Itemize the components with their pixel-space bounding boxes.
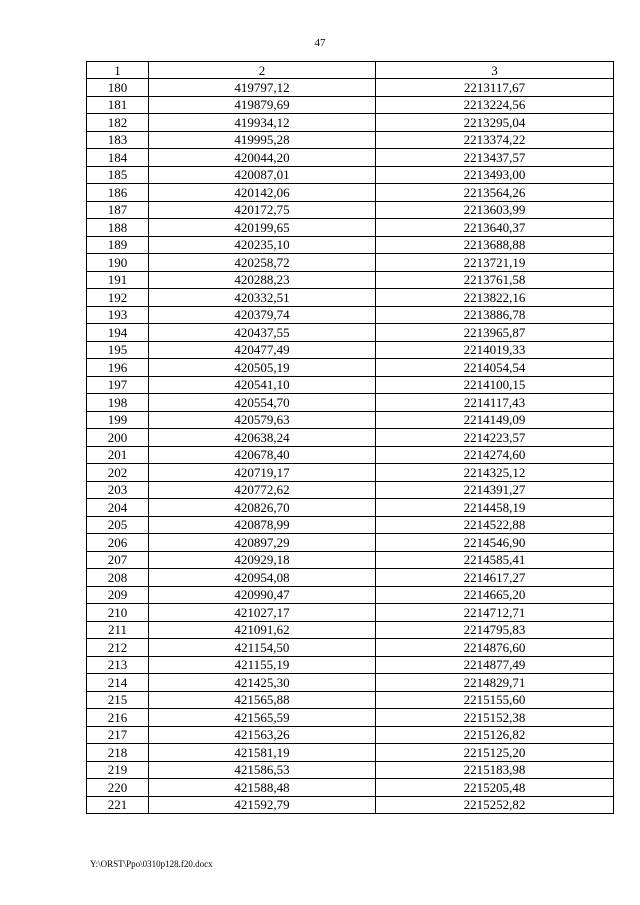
x-coordinate-cell: 420437,55 bbox=[149, 324, 376, 342]
row-number-cell: 208 bbox=[87, 569, 149, 587]
table-row bbox=[87, 149, 614, 167]
y-coordinate-cell: 2214829,71 bbox=[376, 674, 614, 692]
y-coordinate-cell: 2214325,12 bbox=[376, 464, 614, 482]
x-coordinate-cell: 420379,74 bbox=[149, 306, 376, 324]
table-row bbox=[87, 114, 614, 132]
x-coordinate-cell: 419934,12 bbox=[149, 114, 376, 132]
row-number-cell: 185 bbox=[87, 166, 149, 184]
y-coordinate-cell: 2214117,43 bbox=[376, 394, 614, 412]
table-row bbox=[87, 691, 614, 709]
row-number-cell: 193 bbox=[87, 306, 149, 324]
row-number-cell: 209 bbox=[87, 586, 149, 604]
table-row bbox=[87, 376, 614, 394]
table-row bbox=[87, 306, 614, 324]
y-coordinate-cell: 2214876,60 bbox=[376, 639, 614, 657]
row-number-cell: 180 bbox=[87, 79, 149, 97]
table-row bbox=[87, 709, 614, 727]
x-coordinate-cell: 420332,51 bbox=[149, 289, 376, 307]
y-coordinate-cell: 2213688,88 bbox=[376, 236, 614, 254]
row-number-cell: 192 bbox=[87, 289, 149, 307]
row-number-cell: 195 bbox=[87, 341, 149, 359]
table-row bbox=[87, 639, 614, 657]
table-row bbox=[87, 604, 614, 622]
row-number-cell: 205 bbox=[87, 516, 149, 534]
x-coordinate-cell: 420505,19 bbox=[149, 359, 376, 377]
row-number-cell: 216 bbox=[87, 709, 149, 727]
row-number-cell: 199 bbox=[87, 411, 149, 429]
x-coordinate-cell: 420554,70 bbox=[149, 394, 376, 412]
table-row bbox=[87, 359, 614, 377]
y-coordinate-cell: 2213295,04 bbox=[376, 114, 614, 132]
table-row bbox=[87, 324, 614, 342]
y-coordinate-cell: 2214522,88 bbox=[376, 516, 614, 534]
y-coordinate-cell: 2214054,54 bbox=[376, 359, 614, 377]
x-coordinate-cell: 421154,50 bbox=[149, 639, 376, 657]
row-number-cell: 194 bbox=[87, 324, 149, 342]
y-coordinate-cell: 2215183,98 bbox=[376, 761, 614, 779]
table-row bbox=[87, 796, 614, 814]
y-coordinate-cell: 2214223,57 bbox=[376, 429, 614, 447]
x-coordinate-cell: 421581,19 bbox=[149, 744, 376, 762]
x-coordinate-cell: 420172,75 bbox=[149, 201, 376, 219]
row-number-cell: 207 bbox=[87, 551, 149, 569]
x-coordinate-cell: 420772,62 bbox=[149, 481, 376, 499]
row-number-cell: 212 bbox=[87, 639, 149, 657]
x-coordinate-cell: 420477,49 bbox=[149, 341, 376, 359]
row-number-cell: 217 bbox=[87, 726, 149, 744]
y-coordinate-cell: 2215252,82 bbox=[376, 796, 614, 814]
table-row bbox=[87, 236, 614, 254]
table-row bbox=[87, 254, 614, 272]
row-number-cell: 191 bbox=[87, 271, 149, 289]
x-coordinate-cell: 419797,12 bbox=[149, 79, 376, 97]
row-number-cell: 196 bbox=[87, 359, 149, 377]
y-coordinate-cell: 2215155,60 bbox=[376, 691, 614, 709]
table-row bbox=[87, 271, 614, 289]
y-coordinate-cell: 2213564,26 bbox=[376, 184, 614, 202]
y-coordinate-cell: 2213117,67 bbox=[376, 79, 614, 97]
x-coordinate-cell: 421563,26 bbox=[149, 726, 376, 744]
y-coordinate-cell: 2213493,00 bbox=[376, 166, 614, 184]
x-coordinate-cell: 420897,29 bbox=[149, 534, 376, 552]
table-row bbox=[87, 446, 614, 464]
x-coordinate-cell: 420826,70 bbox=[149, 499, 376, 517]
row-number-cell: 219 bbox=[87, 761, 149, 779]
row-number-cell: 211 bbox=[87, 621, 149, 639]
y-coordinate-cell: 2214458,19 bbox=[376, 499, 614, 517]
table-row bbox=[87, 341, 614, 359]
x-coordinate-cell: 421027,17 bbox=[149, 604, 376, 622]
y-coordinate-cell: 2214665,20 bbox=[376, 586, 614, 604]
y-coordinate-cell: 2213640,37 bbox=[376, 219, 614, 237]
x-coordinate-cell: 421565,59 bbox=[149, 709, 376, 727]
row-number-cell: 214 bbox=[87, 674, 149, 692]
y-coordinate-cell: 2214617,27 bbox=[376, 569, 614, 587]
table-row bbox=[87, 464, 614, 482]
y-coordinate-cell: 2214795,83 bbox=[376, 621, 614, 639]
x-coordinate-cell: 421586,53 bbox=[149, 761, 376, 779]
table-row bbox=[87, 516, 614, 534]
table-row bbox=[87, 761, 614, 779]
y-coordinate-cell: 2213374,22 bbox=[376, 131, 614, 149]
column-header-2: 2 bbox=[149, 62, 376, 79]
y-coordinate-cell: 2215125,20 bbox=[376, 744, 614, 762]
row-number-cell: 200 bbox=[87, 429, 149, 447]
table-body bbox=[87, 62, 614, 814]
x-coordinate-cell: 419879,69 bbox=[149, 96, 376, 114]
table-row bbox=[87, 621, 614, 639]
table-row bbox=[87, 394, 614, 412]
y-coordinate-cell: 2213437,57 bbox=[376, 149, 614, 167]
x-coordinate-cell: 420990,47 bbox=[149, 586, 376, 604]
table-row bbox=[87, 779, 614, 797]
y-coordinate-cell: 2215152,38 bbox=[376, 709, 614, 727]
row-number-cell: 201 bbox=[87, 446, 149, 464]
y-coordinate-cell: 2214149,09 bbox=[376, 411, 614, 429]
row-number-cell: 190 bbox=[87, 254, 149, 272]
table-row bbox=[87, 166, 614, 184]
coordinates-table bbox=[86, 61, 614, 814]
row-number-cell: 183 bbox=[87, 131, 149, 149]
y-coordinate-cell: 2214546,90 bbox=[376, 534, 614, 552]
page-number: 47 bbox=[314, 37, 326, 49]
column-header-1: 1 bbox=[87, 62, 149, 79]
y-coordinate-cell: 2215205,48 bbox=[376, 779, 614, 797]
row-number-cell: 182 bbox=[87, 114, 149, 132]
y-coordinate-cell: 2213965,87 bbox=[376, 324, 614, 342]
table-row bbox=[87, 656, 614, 674]
x-coordinate-cell: 420579,63 bbox=[149, 411, 376, 429]
table-row bbox=[87, 551, 614, 569]
x-coordinate-cell: 421425,30 bbox=[149, 674, 376, 692]
row-number-cell: 218 bbox=[87, 744, 149, 762]
x-coordinate-cell: 420954,08 bbox=[149, 569, 376, 587]
x-coordinate-cell: 420638,24 bbox=[149, 429, 376, 447]
x-coordinate-cell: 420235,10 bbox=[149, 236, 376, 254]
row-number-cell: 188 bbox=[87, 219, 149, 237]
x-coordinate-cell: 421565,88 bbox=[149, 691, 376, 709]
table-row bbox=[87, 674, 614, 692]
y-coordinate-cell: 2214391,27 bbox=[376, 481, 614, 499]
y-coordinate-cell: 2215126,82 bbox=[376, 726, 614, 744]
y-coordinate-cell: 2213224,56 bbox=[376, 96, 614, 114]
row-number-cell: 220 bbox=[87, 779, 149, 797]
row-number-cell: 204 bbox=[87, 499, 149, 517]
table-header-row bbox=[87, 62, 614, 79]
table-row bbox=[87, 534, 614, 552]
x-coordinate-cell: 420929,18 bbox=[149, 551, 376, 569]
y-coordinate-cell: 2214877,49 bbox=[376, 656, 614, 674]
row-number-cell: 198 bbox=[87, 394, 149, 412]
x-coordinate-cell: 420719,17 bbox=[149, 464, 376, 482]
row-number-cell: 215 bbox=[87, 691, 149, 709]
row-number-cell: 181 bbox=[87, 96, 149, 114]
table-row bbox=[87, 131, 614, 149]
y-coordinate-cell: 2214712,71 bbox=[376, 604, 614, 622]
table-row bbox=[87, 79, 614, 97]
x-coordinate-cell: 420142,06 bbox=[149, 184, 376, 202]
table-row bbox=[87, 569, 614, 587]
row-number-cell: 202 bbox=[87, 464, 149, 482]
row-number-cell: 203 bbox=[87, 481, 149, 499]
x-coordinate-cell: 421588,48 bbox=[149, 779, 376, 797]
table-row bbox=[87, 96, 614, 114]
row-number-cell: 206 bbox=[87, 534, 149, 552]
x-coordinate-cell: 420541,10 bbox=[149, 376, 376, 394]
table-row bbox=[87, 201, 614, 219]
y-coordinate-cell: 2213886,78 bbox=[376, 306, 614, 324]
table-row bbox=[87, 481, 614, 499]
y-coordinate-cell: 2214100,15 bbox=[376, 376, 614, 394]
row-number-cell: 210 bbox=[87, 604, 149, 622]
x-coordinate-cell: 421091,62 bbox=[149, 621, 376, 639]
table-row bbox=[87, 411, 614, 429]
row-number-cell: 189 bbox=[87, 236, 149, 254]
table-row bbox=[87, 184, 614, 202]
x-coordinate-cell: 421592,79 bbox=[149, 796, 376, 814]
y-coordinate-cell: 2214585,41 bbox=[376, 551, 614, 569]
row-number-cell: 184 bbox=[87, 149, 149, 167]
table-row bbox=[87, 586, 614, 604]
y-coordinate-cell: 2214019,33 bbox=[376, 341, 614, 359]
x-coordinate-cell: 421155,19 bbox=[149, 656, 376, 674]
row-number-cell: 213 bbox=[87, 656, 149, 674]
table-row bbox=[87, 429, 614, 447]
row-number-cell: 197 bbox=[87, 376, 149, 394]
row-number-cell: 221 bbox=[87, 796, 149, 814]
x-coordinate-cell: 420258,72 bbox=[149, 254, 376, 272]
y-coordinate-cell: 2213603,99 bbox=[376, 201, 614, 219]
table-row bbox=[87, 726, 614, 744]
y-coordinate-cell: 2214274,60 bbox=[376, 446, 614, 464]
table-row bbox=[87, 219, 614, 237]
y-coordinate-cell: 2213721,19 bbox=[376, 254, 614, 272]
y-coordinate-cell: 2213761,58 bbox=[376, 271, 614, 289]
x-coordinate-cell: 420044,20 bbox=[149, 149, 376, 167]
x-coordinate-cell: 420288,23 bbox=[149, 271, 376, 289]
table-row bbox=[87, 499, 614, 517]
row-number-cell: 186 bbox=[87, 184, 149, 202]
table-row bbox=[87, 744, 614, 762]
column-header-3: 3 bbox=[376, 62, 614, 79]
footer-file-path: Y:\ORST\Ppo\0310p128.f20.docx bbox=[90, 859, 213, 869]
x-coordinate-cell: 420087,01 bbox=[149, 166, 376, 184]
x-coordinate-cell: 420878,99 bbox=[149, 516, 376, 534]
x-coordinate-cell: 420199,65 bbox=[149, 219, 376, 237]
x-coordinate-cell: 420678,40 bbox=[149, 446, 376, 464]
table-row bbox=[87, 289, 614, 307]
row-number-cell: 187 bbox=[87, 201, 149, 219]
x-coordinate-cell: 419995,28 bbox=[149, 131, 376, 149]
y-coordinate-cell: 2213822,16 bbox=[376, 289, 614, 307]
